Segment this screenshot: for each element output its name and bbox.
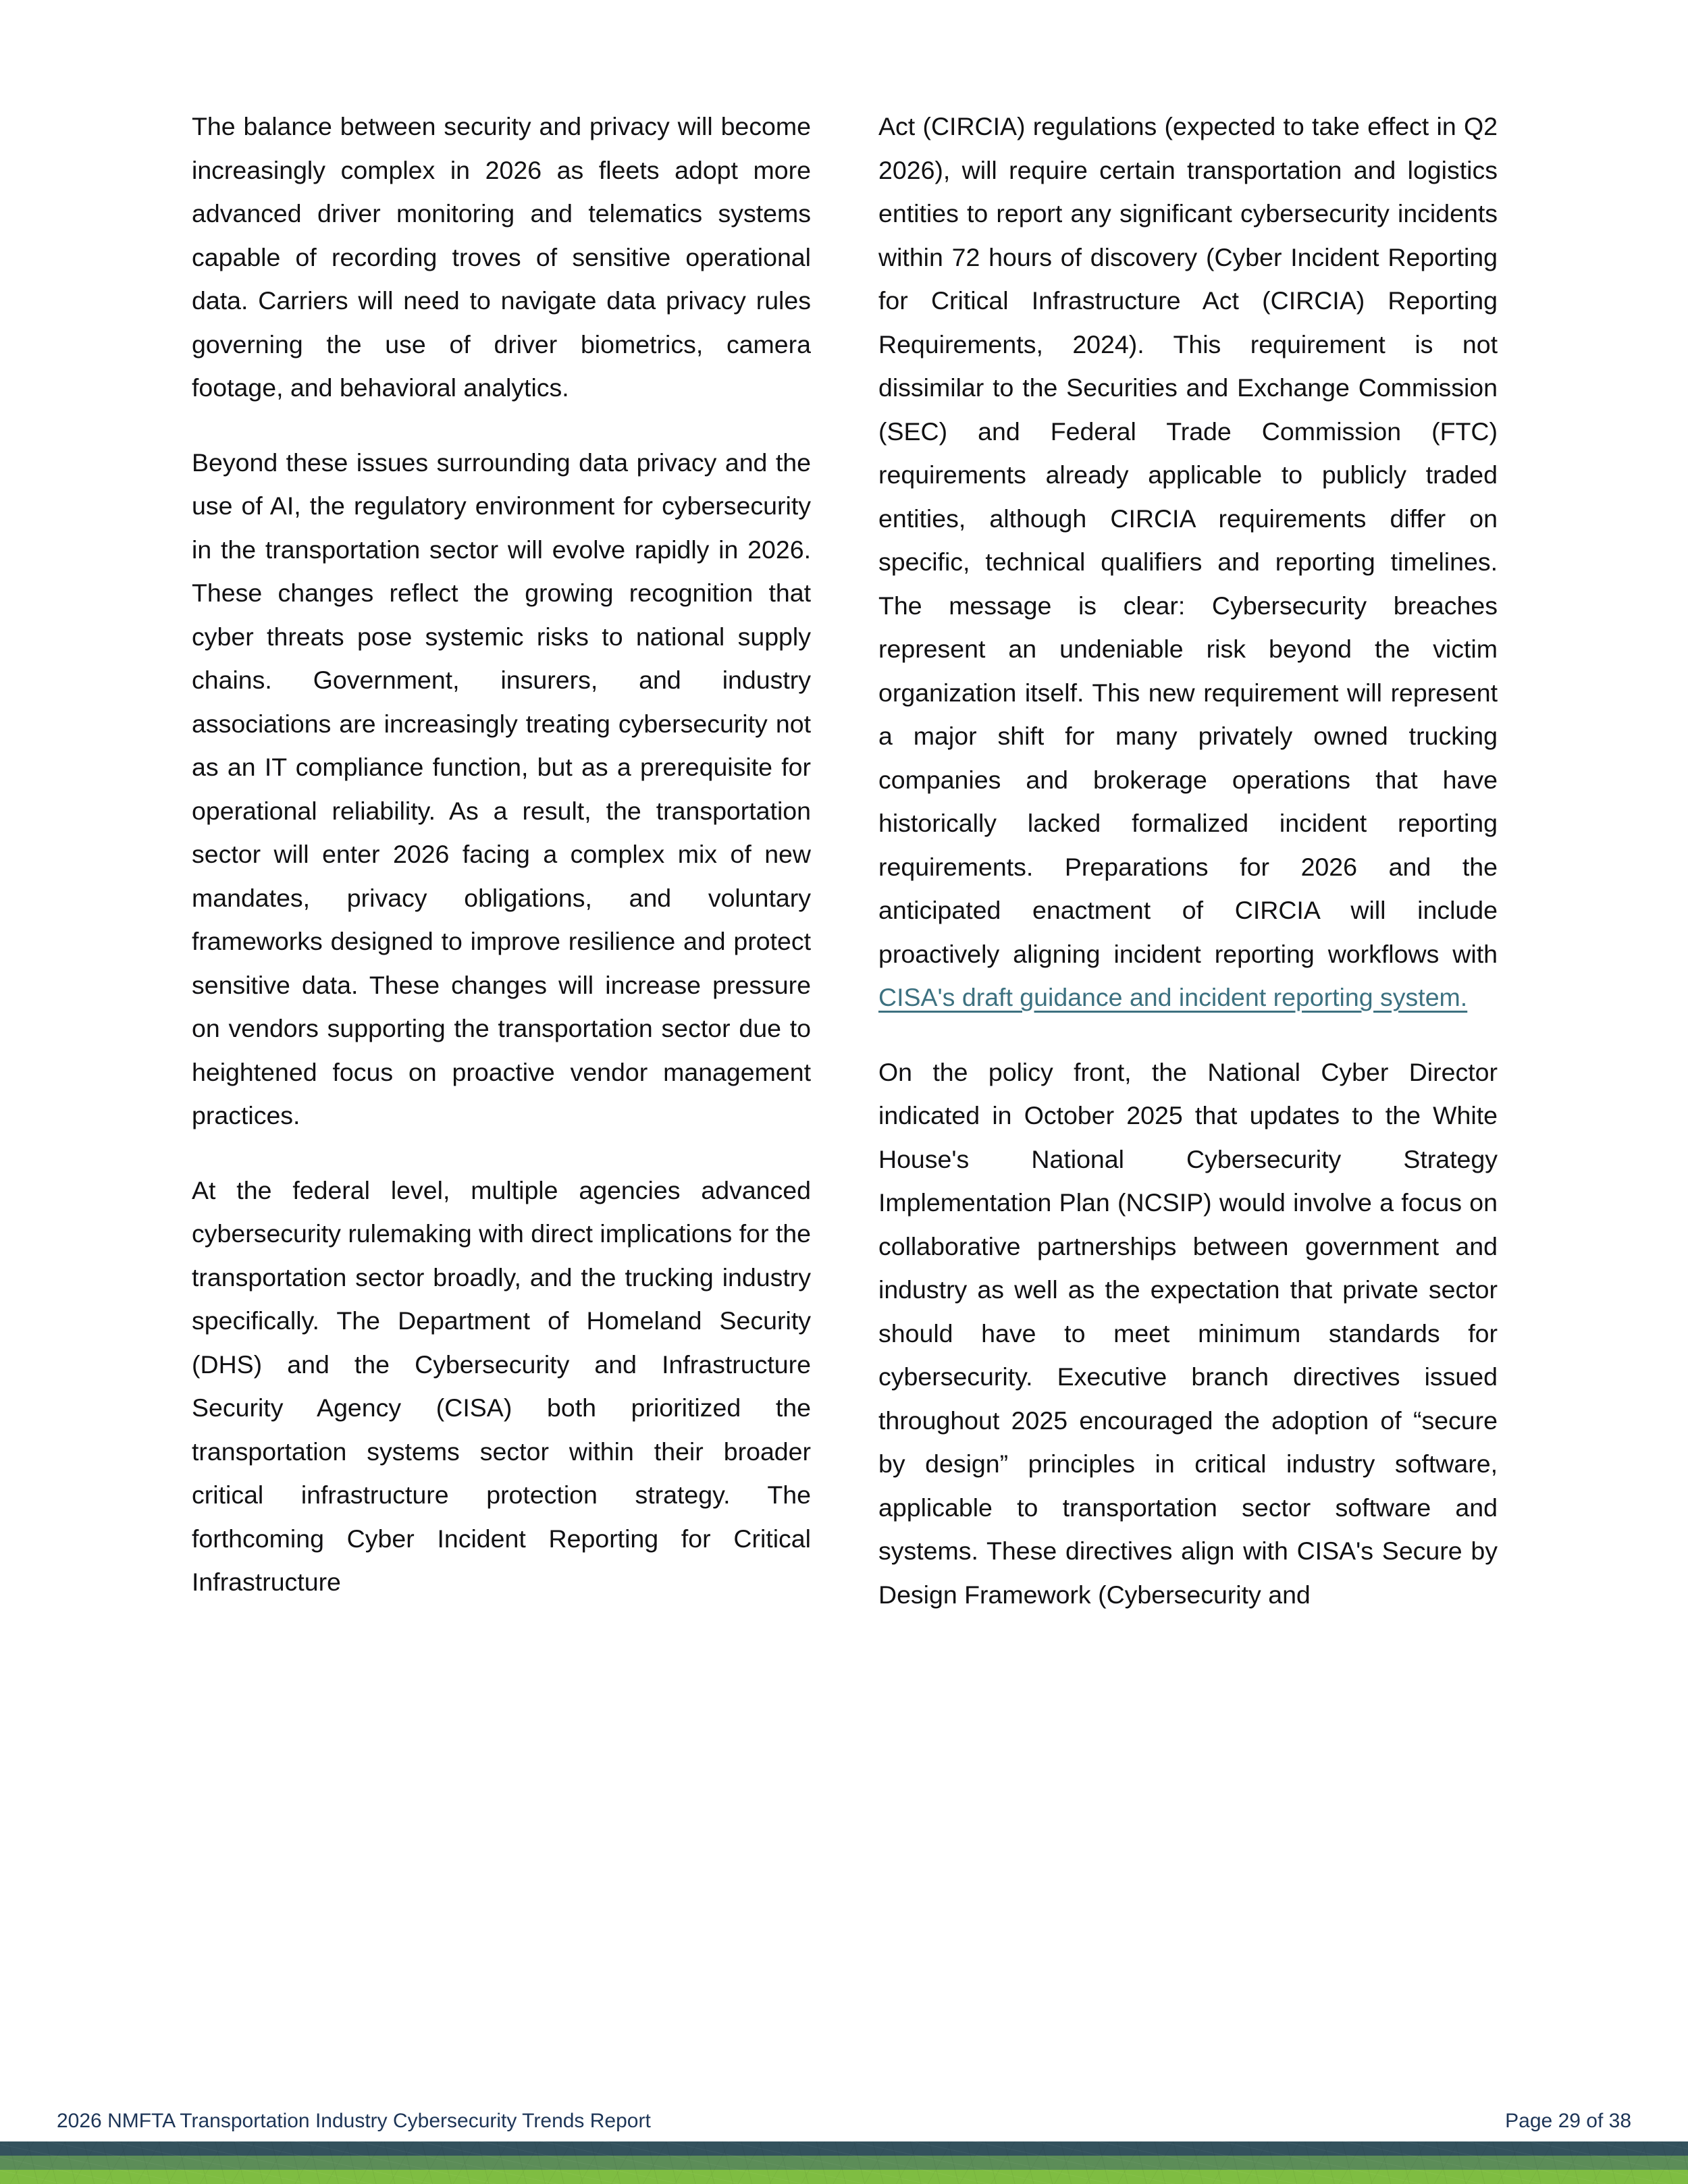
paragraph-left-3: At the federal level, multiple agencies advanced cybersecurity rulemaking with direct implications for the transportation sector broadly, and the trucking industry specifically. The Department of Homeland Security (DHS) and the Cybersecurity and Infrastructure Security Agency (CISA) both prioritized the transportation systems sector within their broader critical infrastructure protection strategy. The forthcoming Cyber Incident Reporting for Critical Infrastructure [192, 1175, 812, 1596]
footer-report-title: 2026 NMFTA Transportation Industry Cybersecurity Trends Report [57, 2110, 651, 2132]
paragraph-left-2: Beyond these issues surrounding data privacy and the use of AI, the regulatory environment for cybersecurity in the transportation sector will evolve rapidly in 2026. These changes reflect the growing recognition that cyber threats pose systemic risks to national supply chains. Government, insurers, and industry associations are increasingly treating cybersecurity not as an IT compliance function, but as a prerequisite for operational reliability. As a result, the transportation sector will enter 2026 facing a complex mix of new mandates, privacy obligations, and voluntary frameworks designed to improve resilience and protect sensitive data. These changes will increase pressure on vendors supporting the transportation sector due to heightened focus on proactive vendor management practices. [192, 448, 811, 1129]
page-footer [0, 2101, 1688, 2141]
two-column-body [192, 105, 1498, 1616]
paragraph-left-1: The balance between security and privacy will become increasingly complex in 2026 as fleets adopt more advanced driver monitoring and telematics systems capable of recording troves of sensitive operational data. Carriers will need to navigate data privacy rules governing the use of driver biometrics, camera footage, and behavioral analytics. [192, 112, 811, 402]
stripe-dark-slate [0, 2141, 1688, 2156]
paragraph-right-1 [878, 105, 1498, 1019]
cisa-draft-guidance-link[interactable]: CISA's draft guidance and incident reporting system. [878, 983, 1468, 1011]
left-column [192, 105, 811, 1604]
footer-color-stripes [0, 2141, 1688, 2184]
paragraph-right-1-text: Act (CIRCIA) regulations (expected to take effect in Q2 2026), will require certain transportation and logistics entities to report any significant cybersecurity incidents within 72 hours of discovery (Cyber Incident Reporting for Critical Infrastructure Act (CIRCIA) Reporting Requirements, 2024). This requirement is not dissimilar to the Securities and Exchange Commission (SEC) and Federal Trade Commission (FTC) requirements already applicable to publicly traded entities, although CIRCIA requirements differ on specific, technical qualifiers and reporting timelines. The message is clear: Cybersecurity breaches represent an undeniable risk beyond the victim organization itself. This new requirement will represent a major shift for many privately owned trucking companies and brokerage operations that have historically lacked formalized incident reporting requirements. Preparations for 2026 and the anticipated enactment of CIRCIA will include proactively aligning incident reporting workflows with [878, 112, 1498, 968]
right-column [878, 105, 1498, 1616]
footer-page-number: Page 29 of 38 [1505, 2110, 1631, 2132]
stripe-lime-green [0, 2170, 1688, 2184]
paragraph-right-2: On the policy front, the National Cyber Director indicated in October 2025 that updates to the White House's National Cybersecurity Strategy Implementation Plan (NCSIP) would involve a focus on collaborative partnerships between government and industry as well as the expectation that private sector should have to meet minimum standards for cybersecurity. Executive branch directives issued throughout 2025 encouraged the adoption of “secure by design” principles in critical industry software, applicable to transportation sector software and systems. These directives align with CISA's Secure by Design Framework (Cybersecurity and [878, 1057, 1498, 1609]
stripe-sage-green [0, 2156, 1688, 2170]
